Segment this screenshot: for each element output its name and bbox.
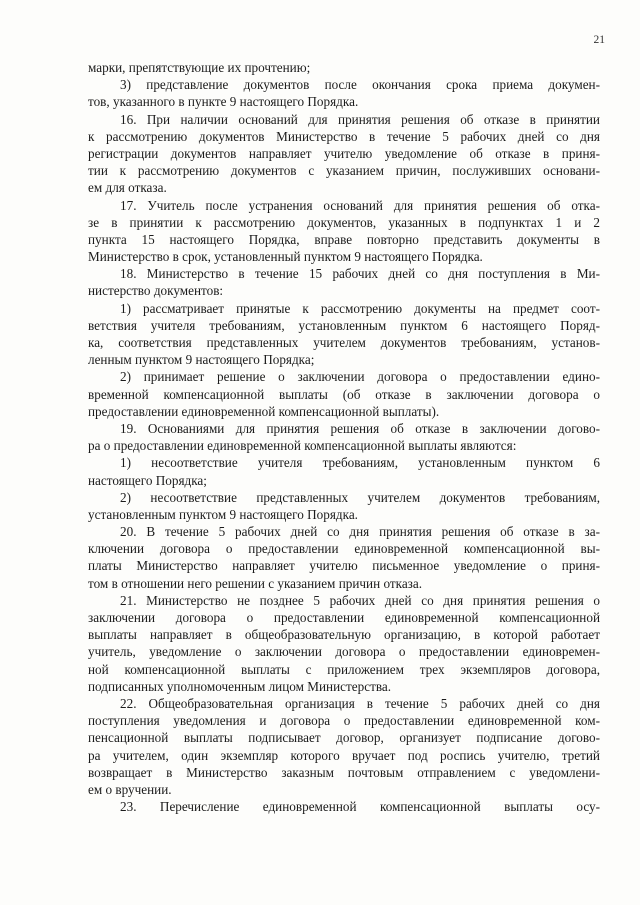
text-line: 22. Общеобразовательная организация в течение 5 рабочих дней со дня — [120, 695, 600, 711]
text-line: ключении договора о предоставлении единовременной компенсационной вы- — [88, 541, 600, 557]
text-line: 1) рассматривает принятые к рассмотрению документы на предмет соот- — [120, 300, 600, 316]
text-line: подписанных уполномоченным лицом Министерства. — [88, 678, 392, 694]
text-line: ка, соответствия представленных учителем документов требованиям, установ- — [88, 335, 600, 350]
text-line: ем о вручении. — [88, 781, 172, 797]
text-line: 3) представление документов после окончания срока приема докумен- — [120, 77, 600, 93]
text-line: настоящего Порядка; — [88, 472, 207, 488]
text-line: 2) несоответствие представленных учителем документов требованиям, — [120, 489, 600, 505]
text-line: 1) несоответствие учителя требованиям, установленным пунктом 6 — [120, 455, 600, 471]
text-line: тов, указанного в пункте 9 настоящего Порядка. — [88, 94, 359, 110]
text-line: ленным пунктом 9 настоящего Порядка; — [88, 352, 315, 368]
text-line: ра учителем, один экземпляр которого вручает под роспись учителю, третий — [88, 747, 600, 763]
text-line: ной компенсационной выплаты с приложением трех экземпляров договора, — [88, 661, 600, 677]
text-line: ветствия учителя требованиям, установленным пунктом 6 настоящего Поряд- — [88, 317, 600, 333]
text-line: учитель, уведомление о заключении договора о предоставлении единовремен- — [88, 644, 600, 660]
text-line: 2) принимает решение о заключении договора о предоставлении едино- — [120, 369, 600, 385]
text-line: ра о предоставлении единовременной компенсационной выплаты являются: — [88, 438, 517, 454]
text-line: том в отношении него решении с указанием причин отказа. — [88, 575, 423, 591]
text-line: поступления уведомления и договора о предоставлении единовременной ком- — [88, 713, 600, 729]
text-line: нистерство документов: — [88, 283, 224, 299]
text-line: марки, препятствующие их прочтению; — [88, 60, 311, 75]
text-line: 21. Министерство не позднее 5 рабочих дней со дня принятия решения о — [120, 592, 600, 608]
text-line: тии к рассмотрению документов с указанием причин, послуживших основани- — [88, 163, 600, 179]
text-line: 17. Учитель после устранения оснований для принятия решения об отка- — [120, 197, 600, 213]
text-line: 19. Основаниями для принятия решения об отказе в заключении догово- — [120, 420, 600, 436]
text-line: Министерство в срок, установленный пунктом 9 настоящего Порядка. — [88, 249, 483, 265]
text-line: к рассмотрению документов Министерство в течение 5 рабочих дней со дня — [88, 128, 600, 144]
text-line: пенсационной выплаты подписывает договор, организует подписание догово- — [88, 730, 600, 746]
page-number: 21 — [593, 34, 605, 46]
text-line: 20. В течение 5 рабочих дней со дня принятия решения об отказе в за- — [120, 524, 600, 540]
document-body — [88, 59, 600, 815]
text-line: ем для отказа. — [88, 180, 167, 196]
text-line: зе в принятии к рассмотрению документов, указанных в подпунктах 1 и 2 — [88, 214, 600, 230]
text-line: временной компенсационной выплаты (об отказе в заключении договора о — [88, 386, 600, 402]
text-line: регистрации документов направляет учителю уведомление об отказе в приня- — [88, 145, 600, 161]
text-line: заключении договора о предоставлении единовременной компенсационной — [88, 610, 600, 625]
text-line: предоставлении единовременной компенсационной выплаты). — [88, 403, 440, 419]
text-line: пункта 15 настоящего Порядка, вправе повторно представить документы в — [88, 231, 600, 247]
text-line: 18. Министерство в течение 15 рабочих дней со дня поступления в Ми- — [120, 266, 600, 282]
text-line: возвращает в Министерство заказным почтовым отправлением с уведомлени- — [88, 764, 600, 780]
text-line: платы Министерство направляет учителю письменное уведомление о приня- — [88, 558, 600, 574]
text-line: установленным пунктом 9 настоящего Порядка. — [88, 506, 358, 522]
text-line: выплаты направляет в общеобразовательную организацию, в которой работает — [88, 627, 600, 643]
text-line: 23. Перечисление единовременной компенсационной выплаты осу- — [120, 799, 600, 815]
text-line: 16. При наличии оснований для принятия решения об отказе в принятии — [120, 111, 600, 127]
